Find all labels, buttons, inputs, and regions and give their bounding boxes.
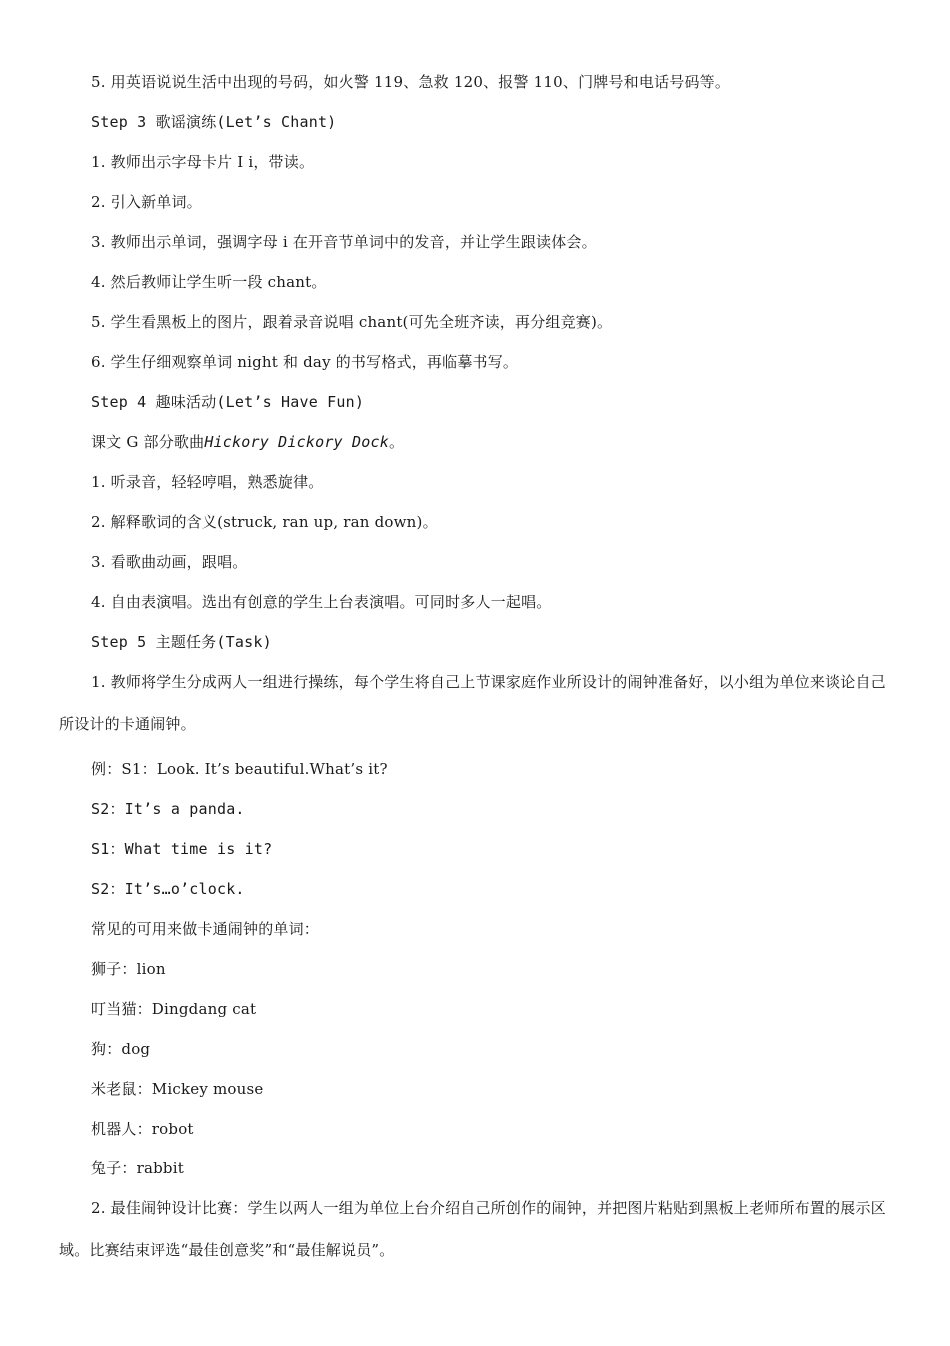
paragraph-step3-item6: 6. 学生仔细观察单词 night 和 day 的书写格式，再临摹书写。 [91, 353, 519, 371]
song-title: Hickory Dickory Dock [204, 433, 389, 451]
dialogue-line-1: 例：S1：Look. It’s beautiful.What’s it? [91, 760, 388, 778]
vocabulary-heading: 常见的可用来做卡通闹钟的单词： [91, 920, 320, 938]
vocabulary-item-rabbit: 兔子：rabbit [91, 1159, 184, 1177]
vocabulary-item-mickey-mouse: 米老鼠：Mickey mouse [91, 1080, 264, 1098]
paragraph-step4-item2: 2. 解释歌词的含义(struck, ran up, ran down)。 [91, 513, 438, 531]
dialogue-line-3: S1：What time is it? [91, 840, 273, 858]
paragraph-step3-item2: 2. 引入新单词。 [91, 193, 202, 211]
paragraph-step3-item1: 1. 教师出示字母卡片 I i，带读。 [91, 153, 315, 171]
paragraph-step5-item2: 2. 最佳闹钟设计比赛：学生以两人一组为单位上台介绍自己所创作的闹钟，并把图片粘贴到黑板上老师所布置的展示区域。比赛结束评选“最佳创意奖”和“最佳解说员”。 [59, 1199, 886, 1259]
paragraph-step5-item1: 1. 教师将学生分成两人一组进行操练，每个学生将自己上节课家庭作业所设计的闹钟准备好，以小组为单位来谈论自己所设计的卡通闹钟。 [59, 673, 886, 733]
paragraph-step4-item1: 1. 听录音，轻轻哼唱，熟悉旋律。 [91, 473, 324, 491]
dialogue-line-4: S2：It’s…o’clock. [91, 880, 245, 898]
heading-step4: Step 4 趣味活动(Let’s Have Fun) [91, 393, 365, 411]
song-intro-suffix: 。 [388, 433, 405, 451]
song-intro-prefix: 课文 G 部分歌曲 [91, 433, 205, 451]
paragraph-step4-item3: 3. 看歌曲动画，跟唱。 [91, 553, 248, 571]
paragraph-step3-item5: 5. 学生看黑板上的图片，跟着录音说唱 chant(可先全班齐读，再分组竞赛)。 [91, 313, 613, 331]
vocabulary-item-dingdang-cat: 叮当猫：Dingdang cat [91, 1000, 257, 1018]
paragraph-step3-item3: 3. 教师出示单词，强调字母 i 在开音节单词中的发音，并让学生跟读体会。 [91, 233, 597, 251]
heading-step5: Step 5 主题任务(Task) [91, 633, 272, 651]
vocabulary-item-robot: 机器人：robot [91, 1120, 194, 1138]
paragraph-step4-item4: 4. 自由表演唱。选出有创意的学生上台表演唱。可同时多人一起唱。 [91, 593, 552, 611]
vocabulary-item-lion: 狮子：lion [91, 960, 166, 978]
heading-step3: Step 3 歌谣演练(Let’s Chant) [91, 113, 337, 131]
dialogue-line-2: S2：It’s a panda. [91, 800, 245, 818]
paragraph-step2-item5: 5. 用英语说说生活中出现的号码，如火警 119、急救 120、报警 110、门牌号和电话号码等。 [91, 73, 731, 91]
paragraph-step3-item4: 4. 然后教师让学生听一段 chant。 [91, 273, 327, 291]
vocabulary-item-dog: 狗：dog [91, 1040, 151, 1058]
paragraph-song-intro [91, 432, 894, 452]
